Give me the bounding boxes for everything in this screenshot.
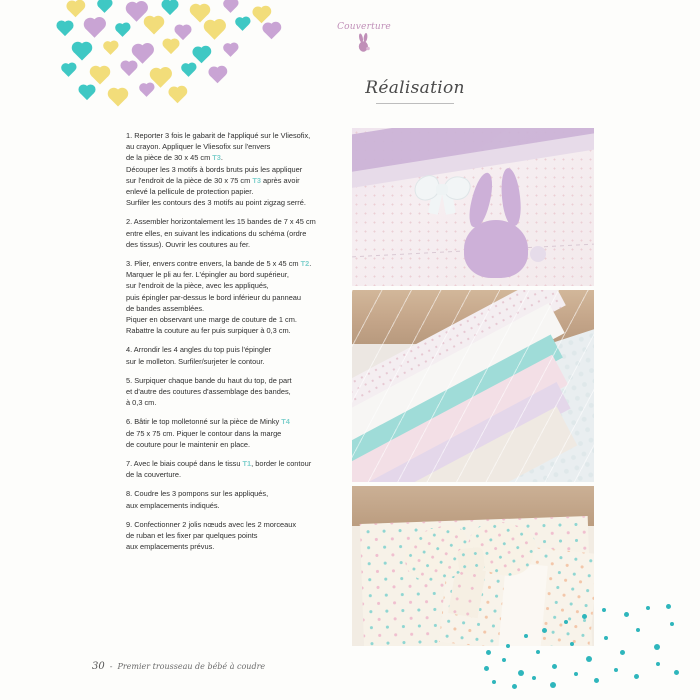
photo1-pompom <box>530 246 546 262</box>
instruction-step <box>126 216 338 250</box>
heart-icon <box>176 26 190 40</box>
dot-icon <box>636 628 640 632</box>
fabric-reference: T1 <box>242 459 252 469</box>
footer-book-title: Premier trousseau de bébé à coudre <box>117 662 266 671</box>
instruction-step <box>126 488 338 510</box>
page-title-text: Réalisation <box>365 78 465 98</box>
instruction-line: 9. Confectionner 2 jolis nœuds avec les 2 morceaux <box>126 519 297 529</box>
fabric-reference: T3 <box>252 175 261 185</box>
dot-icon <box>524 634 528 638</box>
heart-icon <box>224 44 237 57</box>
instruction-line: Rabattre la couture au fer puis surpiquer à 0,3 cm. <box>126 326 291 336</box>
dot-icon <box>574 672 578 676</box>
dot-icon <box>486 650 491 655</box>
instruction-line: de bandes assemblées. <box>126 303 205 313</box>
dot-icon <box>654 644 660 650</box>
instruction-line: Piquer en observant une marge de couture de 1 cm. <box>126 315 297 325</box>
dot-icon <box>512 684 517 689</box>
page-title <box>0 78 700 104</box>
dot-icon <box>532 676 536 680</box>
instruction-line: entre elles, en suivant les indications du schéma (ordre <box>126 228 307 238</box>
instruction-line: de 75 x 75 cm. Piquer le contour dans la marge <box>126 428 282 438</box>
dot-icon <box>550 682 556 688</box>
instruction-line: et d'autre des coutures d'assemblage des bandes, <box>126 387 291 397</box>
instruction-line: aux emplacements indiqués. <box>126 500 220 510</box>
dots-decoration <box>478 600 688 690</box>
dot-icon <box>624 612 629 617</box>
dot-icon <box>586 656 592 662</box>
footer-page-number: 30 <box>92 661 105 672</box>
dot-icon <box>594 678 599 683</box>
dot-icon <box>492 680 496 684</box>
dot-icon <box>506 644 510 648</box>
dot-icon <box>604 636 608 640</box>
logo-label: Couverture <box>337 22 391 32</box>
heart-icon <box>205 21 223 39</box>
instruction-line: 3. Plier, envers contre envers, la bande de 5 x 45 cm T2. <box>126 259 312 269</box>
dot-icon <box>564 620 568 624</box>
bunny-icon <box>356 33 372 53</box>
instruction-line: 6. Bâtir le top molletonné sur la pièce de Minky T4 <box>126 417 290 427</box>
dot-icon <box>582 614 587 619</box>
heart-icon <box>264 24 280 40</box>
fabric-reference: T4 <box>281 417 290 427</box>
heart-icon <box>62 64 75 77</box>
photo1-bow-knot <box>436 184 448 195</box>
heart-icon <box>164 40 178 54</box>
footer-separator: - <box>109 662 113 671</box>
heart-icon <box>85 19 103 37</box>
dot-icon <box>620 650 625 655</box>
page-footer <box>92 661 265 672</box>
dot-icon <box>518 670 524 676</box>
heart-icon <box>104 42 117 55</box>
heart-icon <box>58 22 72 36</box>
instruction-step <box>126 344 338 366</box>
heart-icon <box>194 48 210 64</box>
dot-icon <box>674 670 679 675</box>
photo3-fabric-bow <box>404 522 554 612</box>
fabric-reference: T2 <box>300 259 310 269</box>
photo-applique-bunny <box>352 128 594 286</box>
instruction-step <box>126 519 338 553</box>
dot-icon <box>536 650 540 654</box>
brand-logo <box>322 22 406 53</box>
instruction-line: sur l'endroit de la pièce de 30 x 75 cm T3 après avoir <box>126 175 300 185</box>
instruction-line: de la couverture. <box>126 470 182 480</box>
instruction-line: au crayon. Appliquer le Vliesofix sur l'envers <box>126 142 271 152</box>
dot-icon <box>670 622 674 626</box>
heart-icon <box>254 8 270 24</box>
instruction-line: sur le molleton. Surfiler/surjeter le contour. <box>126 356 265 366</box>
heart-icon <box>122 62 136 76</box>
instruction-line: 2. Assembler horizontalement les 15 bandes de 7 x 45 cm <box>126 217 316 227</box>
instruction-line: de la pièce de 30 x 45 cm T3. <box>126 153 223 163</box>
instruction-line: Surfiler les contours des 3 motifs au point zigzag serré. <box>126 198 306 208</box>
instruction-step <box>126 375 338 409</box>
fabric-reference: T3 <box>212 153 221 163</box>
instruction-line: à 0,3 cm. <box>126 398 157 408</box>
photo-quilt-detail <box>352 290 594 482</box>
heart-icon <box>236 18 249 31</box>
dot-icon <box>552 664 557 669</box>
heart-icon <box>116 24 129 37</box>
instruction-line: 8. Coudre les 3 pompons sur les appliqués, <box>126 489 269 499</box>
photo1-bunny-body <box>464 220 528 278</box>
heart-icon <box>146 18 163 35</box>
heart-icon <box>74 44 91 61</box>
heart-icon <box>163 1 177 15</box>
dot-icon <box>602 608 606 612</box>
instruction-line: puis épingler par-dessus le bord inférieur du panneau <box>126 292 302 302</box>
dot-icon <box>634 674 639 679</box>
dot-icon <box>646 606 650 610</box>
instruction-line: sur l'endroit de la pièce, avec les appliqués, <box>126 281 269 291</box>
dot-icon <box>666 604 671 609</box>
dot-icon <box>502 658 506 662</box>
photo1-white-bow <box>414 174 470 208</box>
instructions-column <box>126 130 338 561</box>
heart-icon <box>224 0 237 13</box>
heart-icon <box>182 64 195 77</box>
instruction-line: aux emplacements prévus. <box>126 542 215 552</box>
instruction-step <box>126 416 338 450</box>
dot-icon <box>484 666 489 671</box>
instruction-step <box>126 458 338 480</box>
title-divider <box>376 103 454 104</box>
instruction-line: 7. Avec le biais coupé dans le tissu T1, border le contour <box>126 459 312 469</box>
instruction-line: enlevé la pellicule de protection papier. <box>126 187 254 197</box>
dot-icon <box>542 628 547 633</box>
dot-icon <box>570 642 574 646</box>
instruction-line: des tissus). Ouvrir les coutures au fer. <box>126 239 251 249</box>
instruction-line: 5. Surpiquer chaque bande du haut du top, de part <box>126 375 292 385</box>
instruction-line: Marquer le pli au fer. L'épingler au bord supérieur, <box>126 270 289 280</box>
heart-icon <box>68 2 84 18</box>
instruction-line: Découper les 3 motifs à bords bruts puis les appliquer <box>126 164 303 174</box>
instruction-line: 1. Reporter 3 fois le gabarit de l'appliqué sur le Vliesofix, <box>126 131 311 140</box>
instruction-line: de ruban et les fixer par quelques points <box>126 531 258 541</box>
dot-icon <box>656 662 660 666</box>
photo2-topstitching <box>352 290 594 482</box>
dot-icon <box>614 668 618 672</box>
instruction-line: 4. Arrondir les 4 angles du top puis l'épingler <box>126 345 272 355</box>
instruction-step <box>126 258 338 336</box>
instruction-step <box>126 130 338 208</box>
instruction-line: de couture pour le maintenir en place. <box>126 439 251 449</box>
photo3-bow-knot <box>457 547 485 574</box>
heart-icon <box>98 0 111 13</box>
